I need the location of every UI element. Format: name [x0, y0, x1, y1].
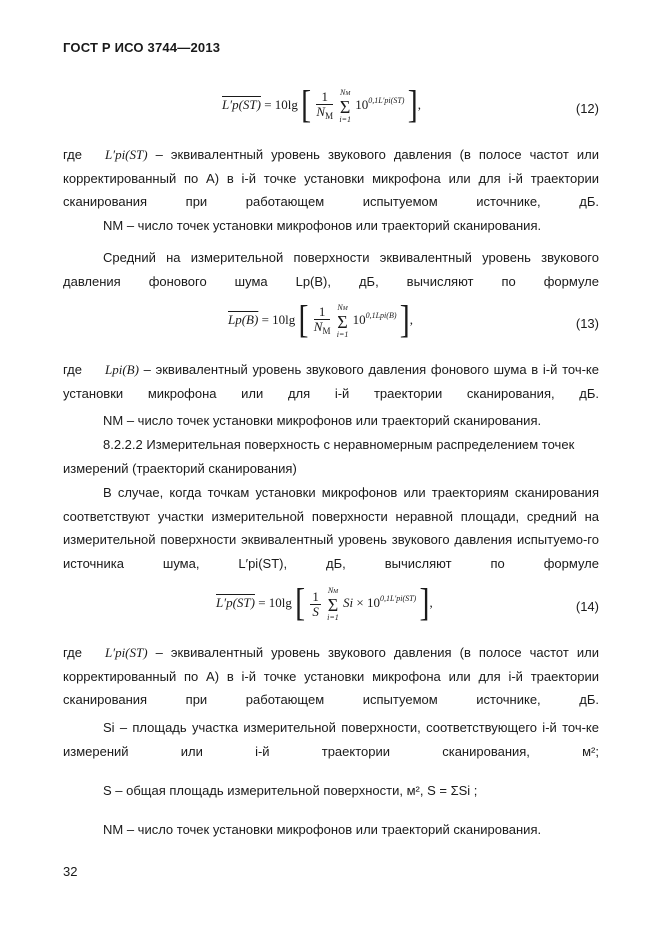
symbol: L′pi(ST) [105, 147, 148, 162]
bracket-right: ] [399, 298, 410, 342]
paragraph-6: 8.2.2.2 Измерительная поверхность с неравномерным распределением точек измерений (траекторий сканирования) [63, 437, 575, 476]
gde-label: где [63, 362, 82, 377]
eq12-fraction [316, 90, 333, 123]
definition-text: – эквивалентный уровень звукового давления фонового шума в i-й точ-ке установки микрофона или для i-й траектории сканирования, дБ. [63, 362, 599, 401]
eq14-eq: = 10lg [258, 594, 292, 610]
sum-sign: NM Σ i=1 [336, 303, 349, 339]
eq12-number: (12) [575, 101, 599, 116]
equation-12 [222, 83, 421, 127]
definition-text: – эквивалентный уровень звукового давления (в полосе частот или корректированный по А) в i-й точке установки микрофона или для i-й траектории сканирования при работающем испытуемом источнике, дБ. [63, 645, 599, 707]
paragraph-1 [63, 143, 599, 214]
paragraph-5: NM – число точек установки микрофонов или траекторий сканирования. [103, 413, 542, 428]
symbol: L′pi(ST) [105, 645, 148, 660]
bracket-left: [ [301, 83, 312, 127]
fraction-numerator: 1 [316, 90, 333, 105]
eq13-comma: , [409, 311, 413, 327]
eq14-number: (14) [575, 599, 599, 614]
fraction-numerator: 1 [312, 588, 319, 604]
sum-bottom: i=1 [327, 613, 339, 622]
fraction-denominator: $N_M$ [313, 318, 331, 336]
eq14-exp: 0,1L′pi(ST) [380, 593, 417, 603]
bracket-left: [ [295, 581, 306, 625]
paragraph-3: Средний на измерительной поверхности эквивалентный уровень звукового давления фонового шума Lp(B), дБ, вычисляют по формуле [63, 250, 599, 289]
bracket-right: ] [419, 581, 430, 625]
bracket-right: ] [407, 83, 418, 127]
sum-sign: NM Σ i=1 [327, 586, 339, 622]
gde-label: где [63, 645, 82, 660]
paragraph-4 [63, 358, 599, 405]
eq14-times: × 10 [356, 594, 381, 610]
eq14-fraction [310, 590, 321, 619]
symbol: Lpi(B) [105, 362, 139, 377]
sum-bottom: i=1 [339, 115, 351, 124]
eq13-number: (13) [575, 316, 599, 331]
sum-bottom: i=1 [336, 330, 349, 339]
sum-sign: NM Σ i=1 [339, 88, 351, 124]
eq13-lhs: Lp(B) [228, 311, 259, 327]
fraction-denominator: $N_M$ [316, 103, 334, 121]
paragraph-9: Si – площадь участка измерительной поверхности, соответствующего i-й точ-ке измерений или i-й траектории сканирования, м²; [63, 720, 599, 759]
fraction-numerator: 1 [314, 305, 331, 320]
gde-label: где [63, 147, 82, 162]
paragraph-2: NM – число точек установки микрофонов или траекторий сканирования. [103, 218, 542, 233]
paragraph-8 [63, 641, 599, 712]
eq13-ten: 10 [352, 311, 366, 327]
eq14-si: Si [343, 594, 354, 610]
eq13-exp: 0,1Lpi(B) [365, 310, 397, 320]
bracket-left: [ [298, 298, 309, 342]
eq12-lhs: L′p(ST) [222, 96, 261, 112]
eq13-eq: = 10lg [261, 311, 296, 327]
eq13-fraction [314, 305, 331, 338]
equation-13 [228, 298, 413, 342]
document-header: ГОСТ Р ИСО 3744—2013 [63, 40, 221, 55]
eq12-eq: = 10lg [264, 96, 298, 112]
eq14-lhs: L′p(ST) [216, 594, 255, 610]
paragraph-11: NM – число точек установки микрофонов или траекторий сканирования. [103, 822, 542, 837]
fraction-denominator: S [312, 603, 319, 619]
paragraph-7: В случае, когда точкам установки микрофонов или траекториям сканирования соответствуют участки измерительной поверхности неравной площади, средний на измерительной поверхности эквивалентный уровень звукового давления испытуемо-го источника шума, L′pi(ST), дБ, вычисляют по формуле [63, 485, 599, 571]
page-number: 32 [63, 864, 78, 879]
definition-text: – эквивалентный уровень звукового давления (в полосе частот или корректированный по А) в i-й точке установки микрофона или для i-й траектории сканирования при работающем испытуемом источнике, дБ. [63, 147, 599, 209]
eq12-exp: 0,1L′pi(ST) [368, 95, 405, 105]
eq14-comma: , [429, 594, 433, 610]
equation-14 [216, 581, 433, 625]
paragraph-10: S – общая площадь измерительной поверхности, м², S = ΣSi ; [103, 783, 478, 798]
eq12-ten: 10 [355, 96, 369, 112]
eq12-comma: , [417, 96, 421, 112]
